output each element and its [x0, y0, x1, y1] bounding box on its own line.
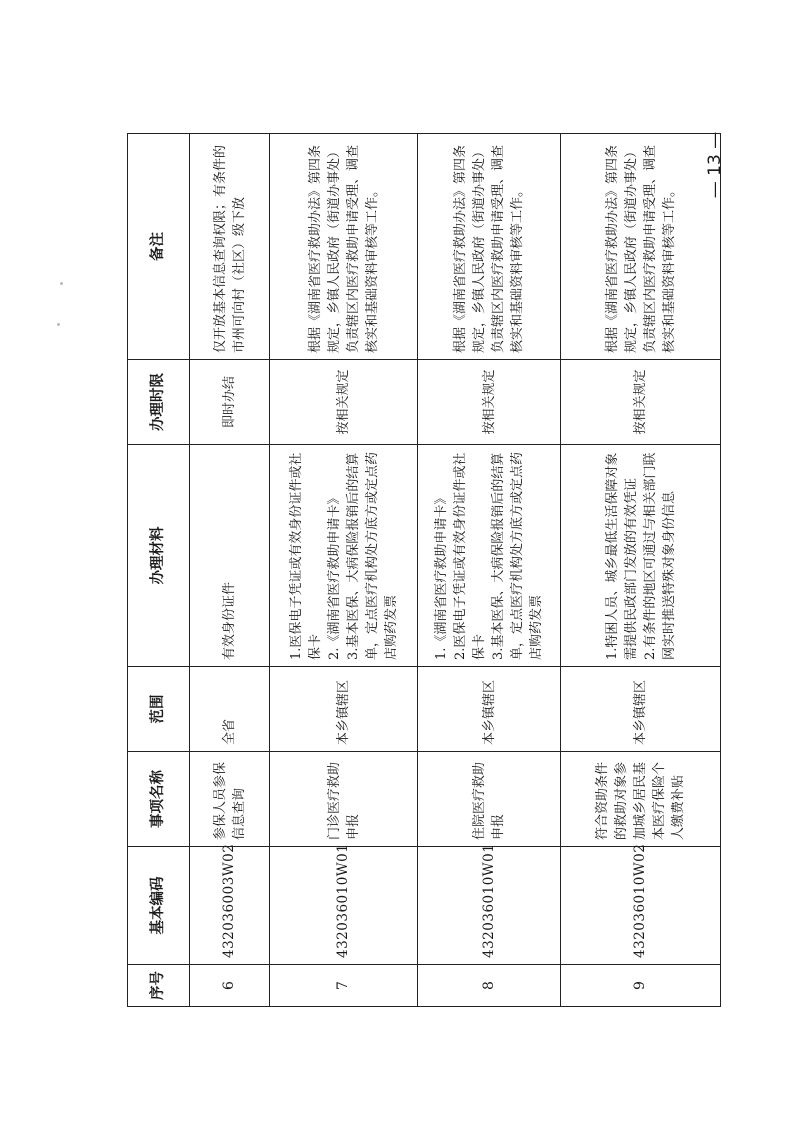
row-name: 符合资助条件的救助对象参加城乡居民基本医疗保险个人缴费补贴 [561, 752, 721, 847]
header-notes: 备注 [128, 134, 190, 360]
row-name: 门诊医疗救助申报 [270, 752, 418, 847]
service-items-table [127, 133, 721, 1007]
row-materials [418, 445, 561, 667]
row-notes: 根据《湖南省医疗救助办法》第四条规定，乡镇人民政府（街道办事处）负责辖区内医疗救助申请受理、调查核实和基础资料审核等工作。 [418, 134, 561, 360]
row-time: 按相关规定 [561, 360, 721, 445]
material-line: 1.《湖南省医疗救助申请卡》 [434, 491, 449, 660]
header-code: 基本编码 [128, 847, 190, 965]
row-name: 参保人员参保信息查询 [190, 752, 270, 847]
material-line: 2.《湖南省医疗救助申请卡》 [326, 491, 342, 660]
material-line: 1.特困人员、城乡最低生活保障对象需提供民政部门发放的有效凭证 [604, 452, 639, 660]
row-seq: 6 [190, 965, 270, 1007]
row-code: 432036010W02 [561, 847, 721, 965]
row-materials [190, 445, 270, 667]
row-code: 432036003W02 [190, 847, 270, 965]
row-time: 即时办结 [190, 360, 270, 445]
row-scope: 本乡镇辖区 [270, 667, 418, 752]
header-seq: 序号 [128, 965, 190, 1007]
material-line: 2.有条件的地区可通过与相关部门联网实时推送特殊对象身份信息 [642, 452, 677, 660]
header-materials: 办理材料 [128, 445, 190, 667]
material-line: 1.医保电子凭证或有效身份证件或社保卡 [288, 452, 323, 660]
header-name: 事项名称 [128, 752, 190, 847]
row-materials [270, 445, 418, 667]
table-row [190, 134, 270, 1007]
row-scope: 本乡镇辖区 [418, 667, 561, 752]
table-row [418, 134, 561, 1007]
row-code: 432036010W01 [270, 847, 418, 965]
row-notes: 根据《湖南省医疗救助办法》第四条规定，乡镇人民政府（街道办事处）负责辖区内医疗救助申请受理、调查核实和基础资料审核等工作。 [270, 134, 418, 360]
header-time: 办理时限 [128, 360, 190, 445]
row-time: 按相关规定 [270, 360, 418, 445]
row-seq: 7 [270, 965, 418, 1007]
header-scope: 范围 [128, 667, 190, 752]
table-row [561, 134, 721, 1007]
rotated-table-container [127, 134, 720, 1007]
row-scope: 全省 [190, 667, 270, 752]
page-number: — 13 — [705, 131, 726, 199]
row-notes: 仅开放基本信息查询权限；有条件的市州可向村（社区）级下放 [190, 134, 270, 360]
row-code: 432036010W01 [418, 847, 561, 965]
row-name: 住院医疗救助申报 [418, 752, 561, 847]
row-seq: 9 [561, 965, 721, 1007]
table-header-row [128, 134, 190, 1007]
row-notes: 根据《湖南省医疗救助办法》第四条规定，乡镇人民政府（街道办事处）负责辖区内医疗救助申请受理、调查核实和基础资料审核等工作。 [561, 134, 721, 360]
material-line: 有效身份证件 [222, 581, 237, 660]
row-seq: 8 [418, 965, 561, 1007]
row-materials [561, 445, 721, 667]
material-line: 3.基本医保、大病保险报销后的结算单，定点医疗机构处方底方或定点药店购药发票 [345, 451, 399, 660]
table-row [270, 134, 418, 1007]
material-line: 2.医保电子凭证或有效身份证件或社保卡 [453, 452, 487, 660]
material-line: 3.基本医保、大病保险报销后的结算单，定点医疗机构处方底方或定点药店购药发票 [491, 451, 544, 660]
row-scope: 本乡镇辖区 [561, 667, 721, 752]
row-time: 按相关规定 [418, 360, 561, 445]
